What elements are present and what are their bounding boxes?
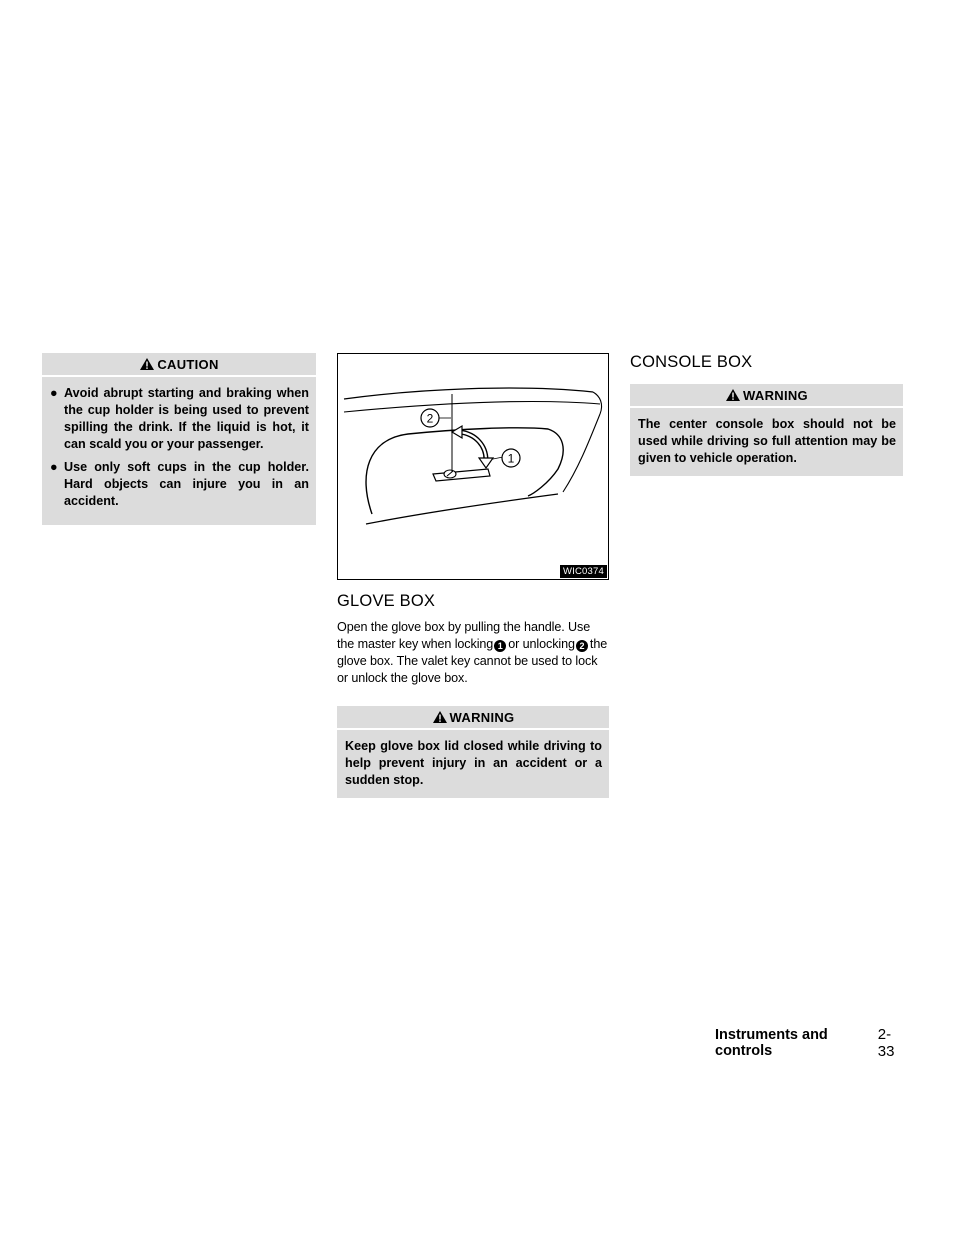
figure-code: WIC0374 <box>560 565 607 578</box>
caution-list <box>50 385 309 510</box>
caution-box <box>42 353 316 525</box>
glove-box-illustration <box>337 353 609 580</box>
left-column <box>42 353 316 525</box>
right-column <box>630 353 903 476</box>
marker-1-icon: 1 <box>494 640 506 652</box>
para-text-c: the glove box. The valet key cannot be used to lock or unlock the glove box. <box>337 637 608 685</box>
glove-box-drawing <box>338 354 607 578</box>
glove-box-paragraph <box>337 619 609 687</box>
warning-triangle-icon <box>139 357 155 371</box>
caution-header <box>42 353 316 377</box>
warning-title: WARNING <box>449 709 515 725</box>
warning-text: Keep glove box lid closed while driving to help prevent injury in an accident or a sudden stop. <box>345 739 602 787</box>
para-text-a: Open the glove box by pulling the handle. Use the master key when locking <box>337 620 591 651</box>
bullet-icon: ● <box>50 386 58 400</box>
para-text-b: or unlocking <box>508 637 575 651</box>
caution-item <box>50 459 309 510</box>
console-box-warning <box>630 384 903 476</box>
glove-box-warning <box>337 706 609 798</box>
warning-triangle-icon <box>725 388 741 402</box>
page-footer <box>715 1026 905 1060</box>
glove-box-heading: GLOVE BOX <box>337 592 436 610</box>
console-box-heading: CONSOLE BOX <box>630 353 753 371</box>
caution-item-text: Use only soft cups in the cup holder. Hard objects can injure you in an accident. <box>64 460 309 508</box>
bullet-icon: ● <box>50 460 58 474</box>
page-number: 2-33 <box>877 1026 895 1060</box>
caution-body <box>42 377 316 510</box>
caution-item <box>50 385 309 453</box>
warning-header <box>630 384 903 408</box>
footer-section-name: Instruments and controls <box>715 1027 828 1059</box>
caution-item-text: Avoid abrupt starting and braking when the cup holder is being used to prevent spilling the drink. If the liquid is hot, it can scald you or your passenger. <box>64 386 309 451</box>
warning-triangle-icon <box>432 710 448 724</box>
callout-1-label: 1 <box>507 451 515 466</box>
middle-column <box>337 353 609 798</box>
warning-text: The center console box should not be used while driving so full attention may be given to vehicle operation. <box>638 417 896 465</box>
warning-header <box>337 706 609 730</box>
caution-title: CAUTION <box>157 356 219 372</box>
marker-2-icon: 2 <box>576 640 588 652</box>
warning-title: WARNING <box>743 387 808 403</box>
callout-2-label: 2 <box>426 411 434 426</box>
